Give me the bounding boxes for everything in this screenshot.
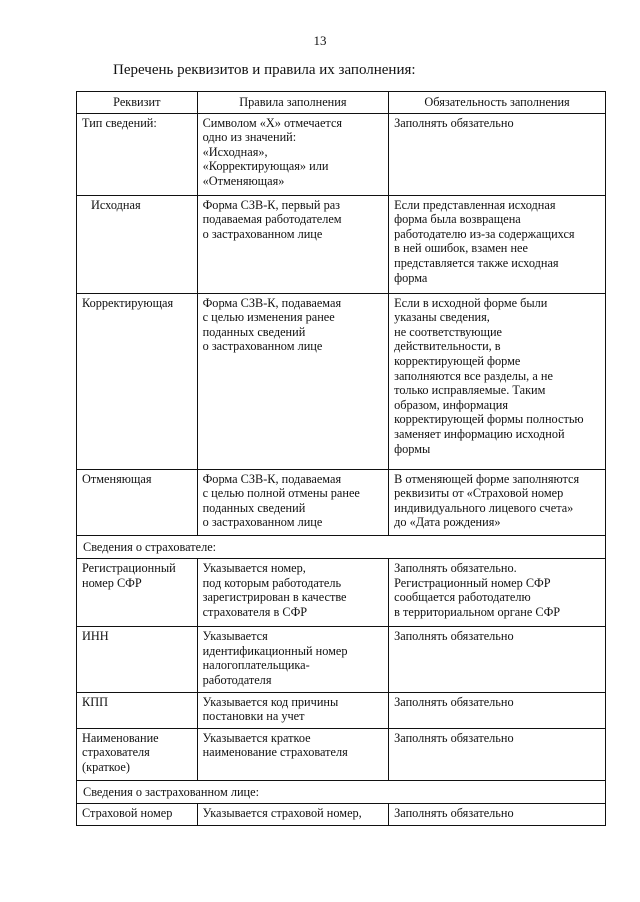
document-title: Перечень реквизитов и правила их заполнения:: [113, 62, 416, 78]
table-row: [77, 804, 606, 826]
row-rules: Указывается краткое наименование страхователя: [197, 728, 389, 780]
table-row: [77, 728, 606, 780]
row-rules: Указывается код причины постановки на учет: [197, 692, 389, 728]
row-required: Заполнять обязательно. Регистрационный номер СФР сообщается работодателю в территориальном органе СФР: [389, 559, 606, 627]
table-row: [77, 627, 606, 692]
table-row: [77, 559, 606, 627]
row-name: ИНН: [77, 627, 198, 692]
row-rules: Символом «Х» отмечается одно из значений: «Исходная», «Корректирующая» или «Отменяющая»: [197, 113, 389, 195]
table-row: [77, 113, 606, 195]
section-title-insurer: Сведения о страхователе:: [77, 535, 606, 559]
section-row-insurer: [77, 535, 606, 559]
row-name: Отменяющая: [77, 469, 198, 535]
row-required: Заполнять обязательно: [389, 627, 606, 692]
section-title-insured: Сведения о застрахованном лице:: [77, 780, 606, 804]
table-row: [77, 692, 606, 728]
row-required: В отменяющей форме заполняются реквизиты от «Страховой номер индивидуального лицевого счета» до «Дата рождения»: [389, 469, 606, 535]
row-required: Если в исходной форме были указаны сведения, не соответствующие действительности, в корректирующей форме заполняются все разделы, а не только исправляемые. Таким образом, информация корректирующей формы полностью заменяет информацию исходной формы: [389, 293, 606, 469]
table-row: [77, 469, 606, 535]
row-rules: Форма СЗВ-К, первый раз подаваемая работодателем о застрахованном лице: [197, 195, 389, 293]
header-mandatory: Обязательность заполнения: [389, 92, 606, 114]
row-name: Регистрационный номер СФР: [77, 559, 198, 627]
row-required: Если представленная исходная форма была возвращена работодателю из-за содержащихся в ней ошибок, взамен нее представляется также исходная форма: [389, 195, 606, 293]
requisites-table: [76, 91, 606, 826]
table-header-row: [77, 92, 606, 114]
header-filling-rules: Правила заполнения: [197, 92, 389, 114]
row-name: Наименование страхователя (краткое): [77, 728, 198, 780]
row-rules: Указывается идентификационный номер налогоплательщика- работодателя: [197, 627, 389, 692]
page-number: 13: [313, 33, 327, 48]
table-row: [77, 195, 606, 293]
row-rules: Форма СЗВ-К, подаваемая с целью изменения ранее поданных сведений о застрахованном лице: [197, 293, 389, 469]
row-required: Заполнять обязательно: [389, 113, 606, 195]
row-name: Тип сведений:: [77, 113, 198, 195]
section-row-insured: [77, 780, 606, 804]
row-required: Заполнять обязательно: [389, 692, 606, 728]
header-requisite: Реквизит: [77, 92, 198, 114]
row-name: Исходная: [77, 195, 198, 293]
row-name: Страховой номер: [77, 804, 198, 826]
row-rules: Форма СЗВ-К, подаваемая с целью полной отмены ранее поданных сведений о застрахованном лице: [197, 469, 389, 535]
row-required: Заполнять обязательно: [389, 804, 606, 826]
table-row: [77, 293, 606, 469]
row-name: Корректирующая: [77, 293, 198, 469]
row-required: Заполнять обязательно: [389, 728, 606, 780]
row-rules: Указывается номер, под которым работодатель зарегистрирован в качестве страхователя в СФР: [197, 559, 389, 627]
row-name: КПП: [77, 692, 198, 728]
row-rules: Указывается страховой номер,: [197, 804, 389, 826]
